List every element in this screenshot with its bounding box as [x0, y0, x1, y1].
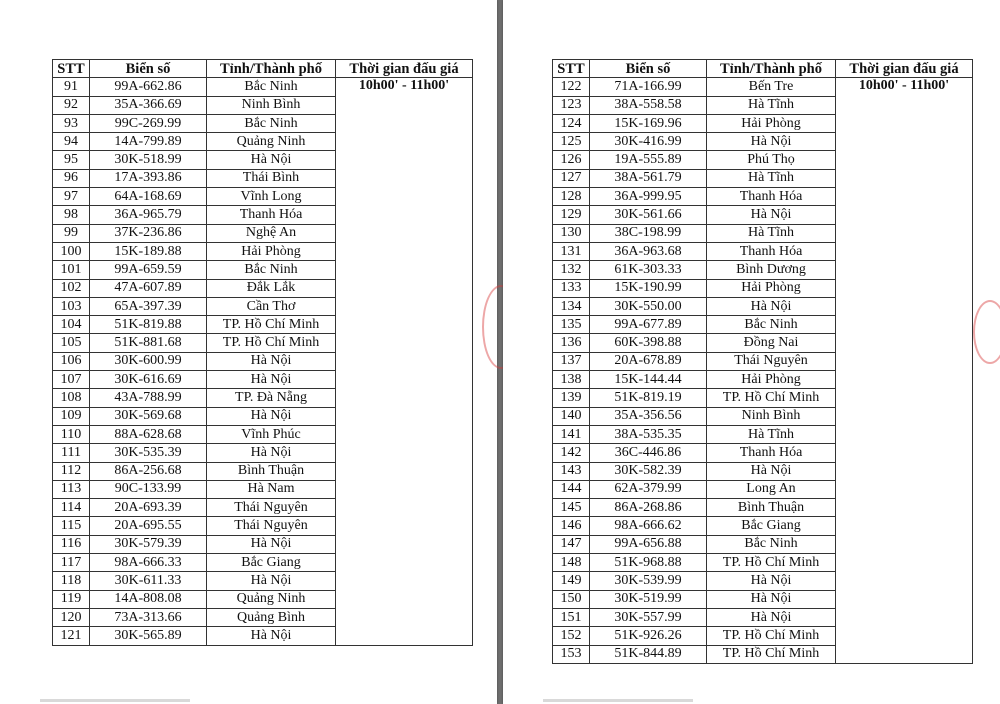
row-province: Hà Nội [707, 462, 836, 480]
row-stt: 105 [53, 334, 90, 352]
row-plate-number: 30K-557.99 [590, 608, 707, 626]
row-plate-number: 73A-313.66 [90, 608, 207, 626]
row-province: TP. Hồ Chí Minh [707, 645, 836, 663]
row-stt: 125 [553, 133, 590, 151]
row-province: Vĩnh Long [207, 188, 336, 206]
row-province: Long An [707, 480, 836, 498]
row-province: Quảng Bình [207, 608, 336, 626]
row-plate-number: 30K-565.89 [90, 627, 207, 645]
row-province: Bắc Ninh [207, 78, 336, 96]
row-stt: 97 [53, 188, 90, 206]
row-plate-number: 14A-799.89 [90, 133, 207, 151]
row-province: Hà Nội [207, 407, 336, 425]
red-stamp-seal [973, 300, 1000, 364]
row-stt: 126 [553, 151, 590, 169]
row-stt: 123 [553, 96, 590, 114]
row-province: Hải Phòng [707, 371, 836, 389]
row-province: TP. Hồ Chí Minh [707, 627, 836, 645]
row-plate-number: 51K-819.19 [590, 389, 707, 407]
row-stt: 138 [553, 371, 590, 389]
row-province: Quảng Ninh [207, 590, 336, 608]
row-province: Hải Phòng [707, 279, 836, 297]
row-province: Bình Thuận [707, 499, 836, 517]
row-stt: 113 [53, 480, 90, 498]
row-plate-number: 99C-269.99 [90, 114, 207, 132]
row-stt: 132 [553, 261, 590, 279]
row-plate-number: 15K-190.99 [590, 279, 707, 297]
row-stt: 101 [53, 261, 90, 279]
row-province: Hà Tĩnh [707, 169, 836, 187]
row-stt: 139 [553, 389, 590, 407]
row-province: Bến Tre [707, 78, 836, 96]
row-stt: 108 [53, 389, 90, 407]
row-plate-number: 17A-393.86 [90, 169, 207, 187]
row-plate-number: 30K-535.39 [90, 444, 207, 462]
row-province: Bắc Giang [707, 517, 836, 535]
row-province: Đồng Nai [707, 334, 836, 352]
row-plate-number: 98A-666.62 [590, 517, 707, 535]
row-plate-number: 65A-397.39 [90, 297, 207, 315]
row-stt: 99 [53, 224, 90, 242]
row-plate-number: 30K-550.00 [590, 297, 707, 315]
row-plate-number: 98A-666.33 [90, 554, 207, 572]
row-plate-number: 15K-144.44 [590, 371, 707, 389]
row-plate-number: 99A-677.89 [590, 316, 707, 334]
row-plate-number: 30K-611.33 [90, 572, 207, 590]
row-province: Hà Nội [207, 151, 336, 169]
row-province: Hà Nội [707, 206, 836, 224]
row-plate-number: 51K-819.88 [90, 316, 207, 334]
row-plate-number: 30K-569.68 [90, 407, 207, 425]
row-stt: 111 [53, 444, 90, 462]
row-plate-number: 30K-579.39 [90, 535, 207, 553]
row-plate-number: 36A-965.79 [90, 206, 207, 224]
row-stt: 142 [553, 444, 590, 462]
row-stt: 115 [53, 517, 90, 535]
row-plate-number: 99A-662.86 [90, 78, 207, 96]
row-plate-number: 90C-133.99 [90, 480, 207, 498]
row-stt: 93 [53, 114, 90, 132]
row-stt: 143 [553, 462, 590, 480]
header-plate-number: Biển số [590, 60, 707, 78]
row-stt: 109 [53, 407, 90, 425]
row-province: TP. Hồ Chí Minh [207, 316, 336, 334]
row-plate-number: 15K-169.96 [590, 114, 707, 132]
row-plate-number: 14A-808.08 [90, 590, 207, 608]
row-stt: 144 [553, 480, 590, 498]
row-stt: 140 [553, 407, 590, 425]
row-stt: 119 [53, 590, 90, 608]
row-plate-number: 86A-256.68 [90, 462, 207, 480]
row-stt: 116 [53, 535, 90, 553]
row-province: Hải Phòng [207, 242, 336, 260]
row-province: Hà Nội [707, 133, 836, 151]
row-province: Hà Nội [207, 444, 336, 462]
row-plate-number: 99A-656.88 [590, 535, 707, 553]
row-province: Hà Nội [207, 371, 336, 389]
row-stt: 153 [553, 645, 590, 663]
row-stt: 145 [553, 499, 590, 517]
row-province: Hà Nam [207, 480, 336, 498]
row-province: Bắc Giang [207, 554, 336, 572]
row-stt: 135 [553, 316, 590, 334]
row-stt: 122 [553, 78, 590, 96]
row-province: Hà Nội [707, 297, 836, 315]
row-plate-number: 30K-416.99 [590, 133, 707, 151]
row-plate-number: 20A-678.89 [590, 352, 707, 370]
row-plate-number: 20A-693.39 [90, 499, 207, 517]
row-province: Thái Nguyên [207, 499, 336, 517]
row-stt: 131 [553, 242, 590, 260]
header-stt: STT [553, 60, 590, 78]
row-plate-number: 35A-356.56 [590, 407, 707, 425]
row-plate-number: 30K-616.69 [90, 371, 207, 389]
row-plate-number: 36C-446.86 [590, 444, 707, 462]
row-stt: 98 [53, 206, 90, 224]
row-plate-number: 51K-926.26 [590, 627, 707, 645]
row-province: Bắc Ninh [207, 261, 336, 279]
row-stt: 128 [553, 188, 590, 206]
row-province: Phú Thọ [707, 151, 836, 169]
document-page-left [0, 0, 497, 704]
header-auction-time: Thời gian đấu giá [836, 60, 973, 78]
plate-table-right [552, 59, 973, 664]
table-body-right [553, 78, 973, 664]
row-stt: 129 [553, 206, 590, 224]
row-province: Hà Nội [207, 352, 336, 370]
row-province: Hà Nội [707, 590, 836, 608]
row-province: Thanh Hóa [707, 242, 836, 260]
row-stt: 114 [53, 499, 90, 517]
row-province: Hà Tĩnh [707, 224, 836, 242]
row-province: Đắk Lắk [207, 279, 336, 297]
row-plate-number: 62A-379.99 [590, 480, 707, 498]
row-stt: 95 [53, 151, 90, 169]
row-plate-number: 30K-539.99 [590, 572, 707, 590]
row-plate-number: 61K-303.33 [590, 261, 707, 279]
row-province: Nghệ An [207, 224, 336, 242]
table-row [553, 78, 973, 96]
row-plate-number: 30K-519.99 [590, 590, 707, 608]
row-province: TP. Hồ Chí Minh [707, 389, 836, 407]
row-plate-number: 86A-268.86 [590, 499, 707, 517]
row-province: Vĩnh Phúc [207, 425, 336, 443]
row-plate-number: 38A-561.79 [590, 169, 707, 187]
row-stt: 106 [53, 352, 90, 370]
row-stt: 150 [553, 590, 590, 608]
row-province: Hà Tĩnh [707, 96, 836, 114]
header-auction-time: Thời gian đấu giá [336, 60, 473, 78]
row-stt: 110 [53, 425, 90, 443]
row-stt: 103 [53, 297, 90, 315]
row-plate-number: 35A-366.69 [90, 96, 207, 114]
row-plate-number: 88A-628.68 [90, 425, 207, 443]
row-plate-number: 20A-695.55 [90, 517, 207, 535]
row-plate-number: 19A-555.89 [590, 151, 707, 169]
row-province: Bắc Ninh [707, 316, 836, 334]
row-plate-number: 51K-844.89 [590, 645, 707, 663]
row-stt: 130 [553, 224, 590, 242]
row-province: Ninh Bình [207, 96, 336, 114]
row-stt: 91 [53, 78, 90, 96]
row-plate-number: 64A-168.69 [90, 188, 207, 206]
row-plate-number: 30K-561.66 [590, 206, 707, 224]
row-plate-number: 60K-398.88 [590, 334, 707, 352]
row-stt: 121 [53, 627, 90, 645]
row-stt: 117 [53, 554, 90, 572]
header-plate-number: Biển số [90, 60, 207, 78]
row-stt: 124 [553, 114, 590, 132]
auction-time-slot: 10h00' - 11h00' [836, 78, 973, 664]
row-province: TP. Hồ Chí Minh [707, 554, 836, 572]
row-province: Cần Thơ [207, 297, 336, 315]
row-stt: 112 [53, 462, 90, 480]
row-stt: 134 [553, 297, 590, 315]
row-plate-number: 99A-659.59 [90, 261, 207, 279]
table-row [53, 78, 473, 96]
header-province: Tỉnh/Thành phố [207, 60, 336, 78]
row-province: TP. Đà Nẵng [207, 389, 336, 407]
row-stt: 146 [553, 517, 590, 535]
row-province: Thanh Hóa [707, 188, 836, 206]
row-province: Bắc Ninh [207, 114, 336, 132]
row-province: Hà Tĩnh [707, 425, 836, 443]
row-plate-number: 38C-198.99 [590, 224, 707, 242]
page-footer-left [40, 699, 190, 702]
plate-table-left [52, 59, 473, 646]
row-stt: 92 [53, 96, 90, 114]
row-province: Hà Nội [707, 572, 836, 590]
document-page-right [503, 0, 1000, 704]
row-province: Bình Dương [707, 261, 836, 279]
row-plate-number: 51K-881.68 [90, 334, 207, 352]
row-plate-number: 38A-558.58 [590, 96, 707, 114]
row-stt: 136 [553, 334, 590, 352]
row-province: Ninh Bình [707, 407, 836, 425]
table-header-row [53, 60, 473, 78]
row-stt: 120 [53, 608, 90, 626]
row-plate-number: 47A-607.89 [90, 279, 207, 297]
auction-time-slot: 10h00' - 11h00' [336, 78, 473, 645]
row-province: Bắc Ninh [707, 535, 836, 553]
row-plate-number: 51K-968.88 [590, 554, 707, 572]
row-plate-number: 30K-582.39 [590, 462, 707, 480]
row-stt: 149 [553, 572, 590, 590]
row-province: Hà Nội [207, 535, 336, 553]
row-province: Thanh Hóa [707, 444, 836, 462]
row-stt: 152 [553, 627, 590, 645]
header-province: Tỉnh/Thành phố [707, 60, 836, 78]
row-province: Thanh Hóa [207, 206, 336, 224]
row-province: Hà Nội [707, 608, 836, 626]
row-province: Quảng Ninh [207, 133, 336, 151]
row-province: TP. Hồ Chí Minh [207, 334, 336, 352]
row-plate-number: 38A-535.35 [590, 425, 707, 443]
row-stt: 94 [53, 133, 90, 151]
row-province: Thái Nguyên [207, 517, 336, 535]
row-plate-number: 36A-963.68 [590, 242, 707, 260]
row-province: Thái Nguyên [707, 352, 836, 370]
row-stt: 148 [553, 554, 590, 572]
row-stt: 137 [553, 352, 590, 370]
row-stt: 104 [53, 316, 90, 334]
header-stt: STT [53, 60, 90, 78]
table-body-left [53, 78, 473, 645]
row-stt: 102 [53, 279, 90, 297]
row-plate-number: 36A-999.95 [590, 188, 707, 206]
row-province: Thái Bình [207, 169, 336, 187]
page-footer-right [543, 699, 693, 702]
row-stt: 127 [553, 169, 590, 187]
row-plate-number: 30K-518.99 [90, 151, 207, 169]
row-stt: 151 [553, 608, 590, 626]
row-plate-number: 15K-189.88 [90, 242, 207, 260]
row-province: Bình Thuận [207, 462, 336, 480]
row-stt: 100 [53, 242, 90, 260]
row-plate-number: 37K-236.86 [90, 224, 207, 242]
row-plate-number: 30K-600.99 [90, 352, 207, 370]
table-header-row [553, 60, 973, 78]
row-stt: 118 [53, 572, 90, 590]
row-stt: 141 [553, 425, 590, 443]
row-stt: 147 [553, 535, 590, 553]
row-stt: 133 [553, 279, 590, 297]
row-province: Hải Phòng [707, 114, 836, 132]
row-province: Hà Nội [207, 572, 336, 590]
row-stt: 107 [53, 371, 90, 389]
row-stt: 96 [53, 169, 90, 187]
row-province: Hà Nội [207, 627, 336, 645]
row-plate-number: 43A-788.99 [90, 389, 207, 407]
row-plate-number: 71A-166.99 [590, 78, 707, 96]
